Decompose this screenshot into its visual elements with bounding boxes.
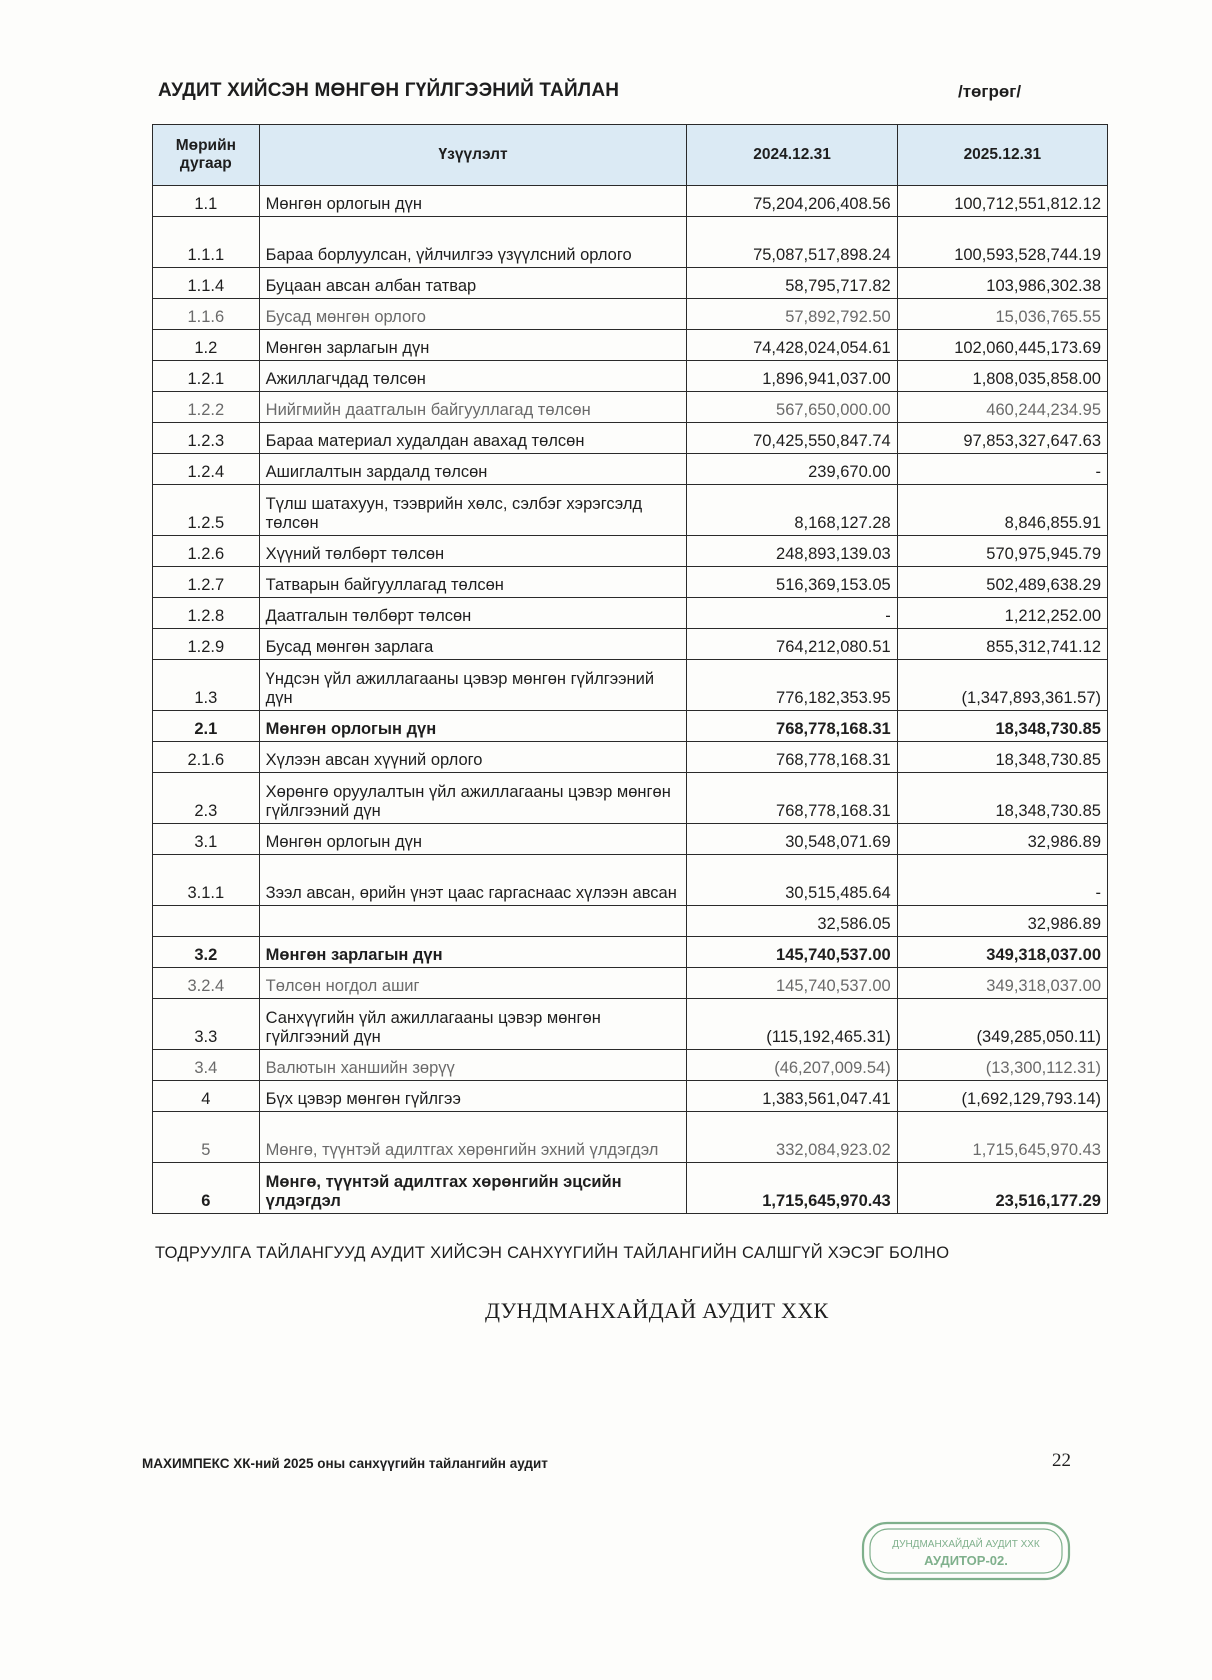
row-value-2024: 248,893,139.03: [687, 536, 897, 567]
row-value-2024: 145,740,537.00: [687, 937, 897, 968]
row-value-2024: 1,715,645,970.43: [687, 1163, 897, 1214]
table-row: [153, 1081, 1108, 1112]
footnote: ТОДРУУЛГА ТАЙЛАНГУУД АУДИТ ХИЙСЭН САНХҮҮГИЙН ТАЙЛАНГИЙН САЛШГҮЙ ХЭСЭГ БОЛНО: [155, 1244, 950, 1262]
table-row: [153, 485, 1108, 536]
row-line-number: 1.2.9: [153, 629, 260, 660]
table-row: [153, 742, 1108, 773]
table-body: [153, 186, 1108, 1214]
row-line-number: 3.4: [153, 1050, 260, 1081]
row-value-2025: 18,348,730.85: [897, 773, 1107, 824]
row-value-2025: 502,489,638.29: [897, 567, 1107, 598]
row-line-number: 1.2.1: [153, 361, 260, 392]
row-indicator: Мөнгө, түүнтэй адилтгах хөрөнгийн эцсийн үлдэгдэл: [259, 1163, 687, 1214]
row-value-2024: (46,207,009.54): [687, 1050, 897, 1081]
table-row: [153, 454, 1108, 485]
row-value-2024: 57,892,792.50: [687, 299, 897, 330]
table-row: [153, 711, 1108, 742]
footer-caption: МАХИМПЕКС ХК-ний 2025 оны санхүүгийн тайлангийн аудит: [142, 1456, 548, 1471]
row-value-2024: -: [687, 598, 897, 629]
row-line-number: 1.2: [153, 330, 260, 361]
currency-unit: /төгрөг/: [958, 82, 1022, 101]
row-line-number: 3.1: [153, 824, 260, 855]
row-indicator: Мөнгөн зарлагын дүн: [259, 330, 687, 361]
row-indicator: [259, 906, 687, 937]
row-value-2025: 102,060,445,173.69: [897, 330, 1107, 361]
row-value-2025: 100,712,551,812.12: [897, 186, 1107, 217]
row-value-2025: 1,715,645,970.43: [897, 1112, 1107, 1163]
row-value-2025: 103,986,302.38: [897, 268, 1107, 299]
row-value-2025: 1,808,035,858.00: [897, 361, 1107, 392]
row-value-2024: 75,087,517,898.24: [687, 217, 897, 268]
row-value-2025: 460,244,234.95: [897, 392, 1107, 423]
row-line-number: 1.2.6: [153, 536, 260, 567]
row-value-2025: 32,986.89: [897, 824, 1107, 855]
row-value-2025: 97,853,327,647.63: [897, 423, 1107, 454]
row-line-number: 1.2.4: [153, 454, 260, 485]
table-row: [153, 906, 1108, 937]
table-row: [153, 1163, 1108, 1214]
table-row: [153, 392, 1108, 423]
row-value-2024: 74,428,024,054.61: [687, 330, 897, 361]
row-value-2024: 30,548,071.69: [687, 824, 897, 855]
row-indicator: Нийгмийн даатгалын байгууллагад төлсөн: [259, 392, 687, 423]
cash-flow-table: [152, 124, 1108, 1214]
row-indicator: Мөнгөн орлогын дүн: [259, 824, 687, 855]
row-value-2025: (1,692,129,793.14): [897, 1081, 1107, 1112]
row-value-2024: 768,778,168.31: [687, 742, 897, 773]
row-value-2025: (1,347,893,361.57): [897, 660, 1107, 711]
row-line-number: 2.1.6: [153, 742, 260, 773]
row-indicator: Бараа борлуулсан, үйлчилгээ үзүүлсний орлого: [259, 217, 687, 268]
column-header-indicator: Үзүүлэлт: [259, 125, 687, 186]
table-row: [153, 660, 1108, 711]
row-value-2024: 32,586.05: [687, 906, 897, 937]
table-row: [153, 773, 1108, 824]
row-line-number: 3.2: [153, 937, 260, 968]
row-value-2025: 18,348,730.85: [897, 711, 1107, 742]
row-indicator: Мөнгө, түүнтэй адилтгах хөрөнгийн эхний үлдэгдэл: [259, 1112, 687, 1163]
row-line-number: 1.2.5: [153, 485, 260, 536]
row-line-number: 5: [153, 1112, 260, 1163]
row-indicator: Төлсөн ногдол ашиг: [259, 968, 687, 999]
row-value-2024: 516,369,153.05: [687, 567, 897, 598]
row-line-number: 1.1.1: [153, 217, 260, 268]
row-indicator: Бүх цэвэр мөнгөн гүйлгээ: [259, 1081, 687, 1112]
table-row: [153, 299, 1108, 330]
row-indicator: Бусад мөнгөн зарлага: [259, 629, 687, 660]
row-value-2024: 145,740,537.00: [687, 968, 897, 999]
table-row: [153, 598, 1108, 629]
row-line-number: 1.2.3: [153, 423, 260, 454]
audit-company-name: ДУНДМАНХАЙДАЙ АУДИТ ХХК: [485, 1298, 829, 1323]
table-row: [153, 268, 1108, 299]
row-indicator: Хүүний төлбөрт төлсөн: [259, 536, 687, 567]
row-value-2024: 239,670.00: [687, 454, 897, 485]
row-indicator: Бараа материал худалдан авахад төлсөн: [259, 423, 687, 454]
row-line-number: [153, 906, 260, 937]
row-value-2024: 75,204,206,408.56: [687, 186, 897, 217]
table-row: [153, 1050, 1108, 1081]
row-value-2025: 1,212,252.00: [897, 598, 1107, 629]
page-number: 22: [1052, 1450, 1071, 1471]
row-indicator: Валютын ханшийн зөрүү: [259, 1050, 687, 1081]
row-indicator: Мөнгөн орлогын дүн: [259, 186, 687, 217]
row-indicator: Ашиглалтын зардалд төлсөн: [259, 454, 687, 485]
table-row: [153, 361, 1108, 392]
row-value-2025: 100,593,528,744.19: [897, 217, 1107, 268]
row-value-2024: 70,425,550,847.74: [687, 423, 897, 454]
row-line-number: 1.2.2: [153, 392, 260, 423]
table-row: [153, 968, 1108, 999]
row-line-number: 4: [153, 1081, 260, 1112]
table-row: [153, 217, 1108, 268]
row-value-2025: -: [897, 855, 1107, 906]
row-line-number: 2.1: [153, 711, 260, 742]
row-line-number: 1.1.4: [153, 268, 260, 299]
column-header-2025: 2025.12.31: [897, 125, 1107, 186]
row-value-2025: 349,318,037.00: [897, 937, 1107, 968]
row-value-2024: 768,778,168.31: [687, 711, 897, 742]
row-line-number: 3.2.4: [153, 968, 260, 999]
row-value-2025: -: [897, 454, 1107, 485]
row-value-2024: 30,515,485.64: [687, 855, 897, 906]
row-indicator: Буцаан авсан албан татвар: [259, 268, 687, 299]
table-row: [153, 824, 1108, 855]
row-value-2025: 18,348,730.85: [897, 742, 1107, 773]
column-header-2024: 2024.12.31: [687, 125, 897, 186]
row-indicator: Хөрөнгө оруулалтын үйл ажиллагааны цэвэр мөнгөн гүйлгээний дүн: [259, 773, 687, 824]
table-row: [153, 330, 1108, 361]
row-value-2025: 349,318,037.00: [897, 968, 1107, 999]
row-value-2025: 15,036,765.55: [897, 299, 1107, 330]
row-value-2024: 1,896,941,037.00: [687, 361, 897, 392]
row-value-2024: 1,383,561,047.41: [687, 1081, 897, 1112]
row-indicator: Даатгалын төлбөрт төлсөн: [259, 598, 687, 629]
stamp-line-company: ДУНДМАНХАЙДАЙ АУДИТ ХХК: [892, 1539, 1040, 1550]
row-value-2025: 23,516,177.29: [897, 1163, 1107, 1214]
table-row: [153, 999, 1108, 1050]
table-row: [153, 423, 1108, 454]
table-row: [153, 855, 1108, 906]
row-line-number: 1.1.6: [153, 299, 260, 330]
row-value-2024: 567,650,000.00: [687, 392, 897, 423]
row-value-2024: 58,795,717.82: [687, 268, 897, 299]
row-indicator: Бусад мөнгөн орлого: [259, 299, 687, 330]
row-value-2025: 8,846,855.91: [897, 485, 1107, 536]
row-value-2025: (349,285,050.11): [897, 999, 1107, 1050]
row-indicator: Санхүүгийн үйл ажиллагааны цэвэр мөнгөн гүйлгээний дүн: [259, 999, 687, 1050]
table-row: [153, 186, 1108, 217]
table-row: [153, 536, 1108, 567]
row-indicator: Хүлээн авсан хүүний орлого: [259, 742, 687, 773]
stamp-outer-border: [863, 1523, 1069, 1579]
row-indicator: Түлш шатахуун, тээврийн хөлс, сэлбэг хэрэгсэлд төлсөн: [259, 485, 687, 536]
row-line-number: 3.3: [153, 999, 260, 1050]
row-value-2024: 776,182,353.95: [687, 660, 897, 711]
row-indicator: Татварын байгууллагад төлсөн: [259, 567, 687, 598]
row-value-2025: 32,986.89: [897, 906, 1107, 937]
row-value-2024: (115,192,465.31): [687, 999, 897, 1050]
row-value-2024: 768,778,168.31: [687, 773, 897, 824]
column-header-line-number: Мөрийн дугаар: [153, 125, 260, 186]
row-value-2024: 8,168,127.28: [687, 485, 897, 536]
row-indicator: Мөнгөн орлогын дүн: [259, 711, 687, 742]
row-value-2025: (13,300,112.31): [897, 1050, 1107, 1081]
row-line-number: 6: [153, 1163, 260, 1214]
row-line-number: 1.2.8: [153, 598, 260, 629]
row-value-2025: 855,312,741.12: [897, 629, 1107, 660]
row-indicator: Мөнгөн зарлагын дүн: [259, 937, 687, 968]
table-header-row: [153, 125, 1108, 186]
row-value-2024: 332,084,923.02: [687, 1112, 897, 1163]
table-row: [153, 567, 1108, 598]
table-row: [153, 1112, 1108, 1163]
table-row: [153, 629, 1108, 660]
auditor-stamp: [860, 1520, 1072, 1582]
row-line-number: 1.3: [153, 660, 260, 711]
table-row: [153, 937, 1108, 968]
row-indicator: Үндсэн үйл ажиллагааны цэвэр мөнгөн гүйлгээний дүн: [259, 660, 687, 711]
row-line-number: 1.1: [153, 186, 260, 217]
report-title: АУДИТ ХИЙСЭН МӨНГӨН ГҮЙЛГЭЭНИЙ ТАЙЛАН: [158, 80, 620, 101]
row-value-2024: 764,212,080.51: [687, 629, 897, 660]
row-value-2025: 570,975,945.79: [897, 536, 1107, 567]
row-line-number: 1.2.7: [153, 567, 260, 598]
stamp-line-auditor: АУДИТОР-02.: [924, 1553, 1008, 1568]
row-line-number: 3.1.1: [153, 855, 260, 906]
row-indicator: Ажиллагчдад төлсөн: [259, 361, 687, 392]
row-indicator: Зээл авсан, өрийн үнэт цаас гаргаснаас хүлээн авсан: [259, 855, 687, 906]
row-line-number: 2.3: [153, 773, 260, 824]
